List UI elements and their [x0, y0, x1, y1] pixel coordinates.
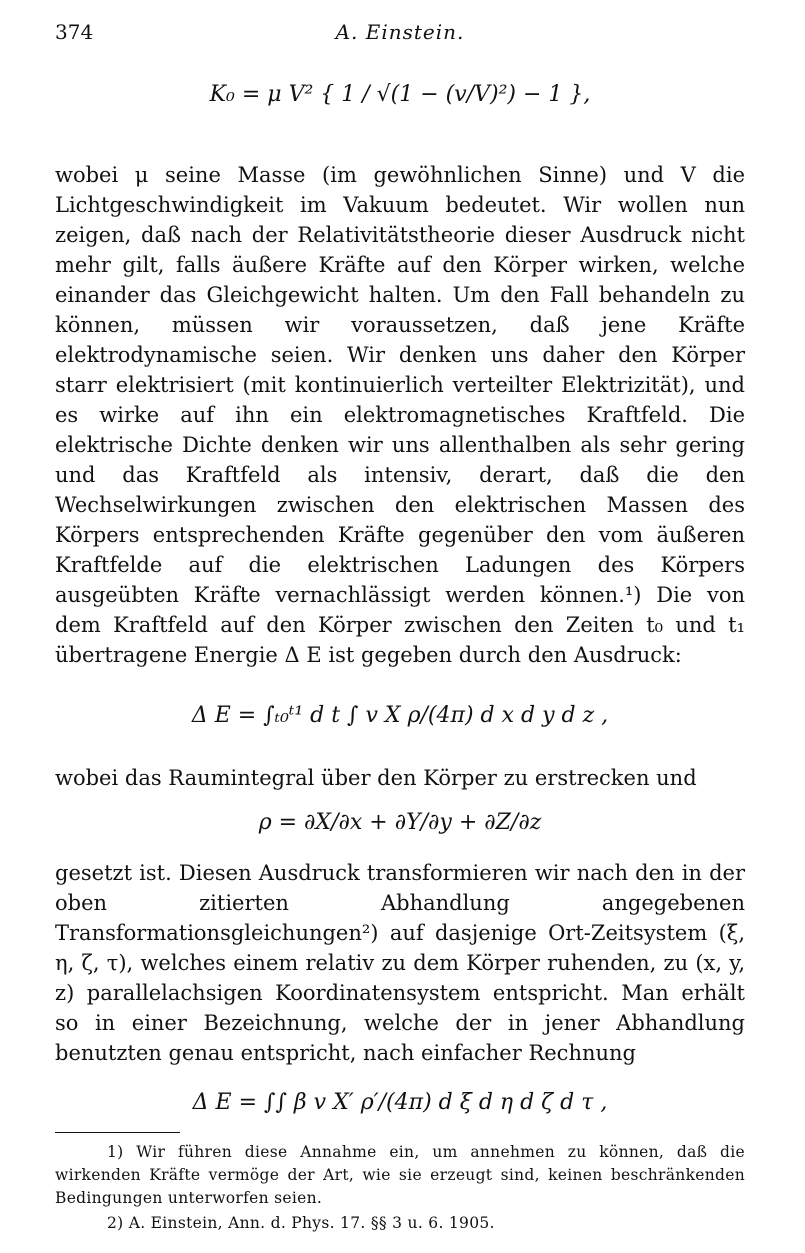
- footnotes: [55, 1141, 745, 1235]
- paragraph-3-text: gesetzt ist. Diesen Ausdruck transformieren wir nach den in der oben zitierten Abhandlung angegebenen Transformationsgleichungen²) auf dasjenige Ort-Zeitsystem (ξ, η, ζ, τ), welches einem relativ zu dem Körper ruhenden, zu (x, y, z) parallelachsigen Koordinatensystem entspricht. Man erhält so in einer Bezeichnung, welche der in jener Abhandlung benutzten genau entspricht, nach einfacher Rechnung: [55, 861, 745, 1065]
- footnote-1: 1) Wir führen diese Annahme ein, um annehmen zu können, daß die wirkenden Kräfte vermöge der Art, wie sie erzeugt sind, keinen beschränkenden Bedingungen unterworfen seien.: [55, 1143, 745, 1207]
- equation-delta-e-1: Δ E = ∫ₜ₀ᵗ¹ d t ∫ v X ρ/(4π) d x d y d z ,: [191, 703, 609, 728]
- equation-rho: ρ = ∂X/∂x + ∂Y/∂y + ∂Z/∂z: [258, 810, 542, 835]
- page-header: [55, 20, 745, 50]
- paragraph-1-text: wobei μ seine Masse (im gewöhnlichen Sinne) und V die Lichtgeschwindigkeit im Vakuum bedeutet. Wir wollen nun zeigen, daß nach der Relativitätstheorie dieser Ausdruck nicht mehr gilt, falls äußere Kräfte auf den Körper wirken, welche einander das Gleichgewicht halten. Um den Fall behandeln zu können, müssen wir voraussetzen, daß jene Kräfte elektrodynamische seien. Wir denken uns daher den Körper starr elektrisiert (mit kontinuierlich verteilter Elektrizität), und es wirke auf ihn ein elektromagnetisches Kraftfeld. Die elektrische Dichte denken wir uns allenthalben als sehr gering und das Kraftfeld als intensiv, derart, daß die den Wechselwirkungen zwischen den elektrischen Massen des Körpers entsprechenden Kräfte gegenüber den vom äußeren Kraftfelde auf die elektrischen Ladungen des Körpers ausgeübten Kräfte vernachlässigt werden können.¹) Die von dem Kraftfeld auf den Körper zwischen den Zeiten t₀ und t₁ übertragene Energie Δ E ist gegeben durch den Ausdruck:: [55, 163, 745, 667]
- equation-k0: K₀ = μ V² { 1 / √(1 − (v/V)²) − 1 },: [209, 82, 591, 107]
- paragraph-2-text: wobei das Raumintegral über den Körper zu erstrecken und: [55, 766, 697, 790]
- running-head: A. Einstein.: [335, 20, 465, 44]
- paragraph-1: [55, 160, 745, 670]
- paragraph-3: [55, 858, 745, 1068]
- page-number: 374: [55, 20, 94, 44]
- footnote-2: 2) A. Einstein, Ann. d. Phys. 17. §§ 3 u. 6. 1905.: [107, 1214, 495, 1232]
- paragraph-2: [55, 763, 745, 793]
- equation-delta-e-2: Δ E = ∫∫ β v X′ ρ′/(4π) d ξ d η d ζ d τ ,: [192, 1090, 608, 1115]
- footnote-rule: [55, 1132, 180, 1133]
